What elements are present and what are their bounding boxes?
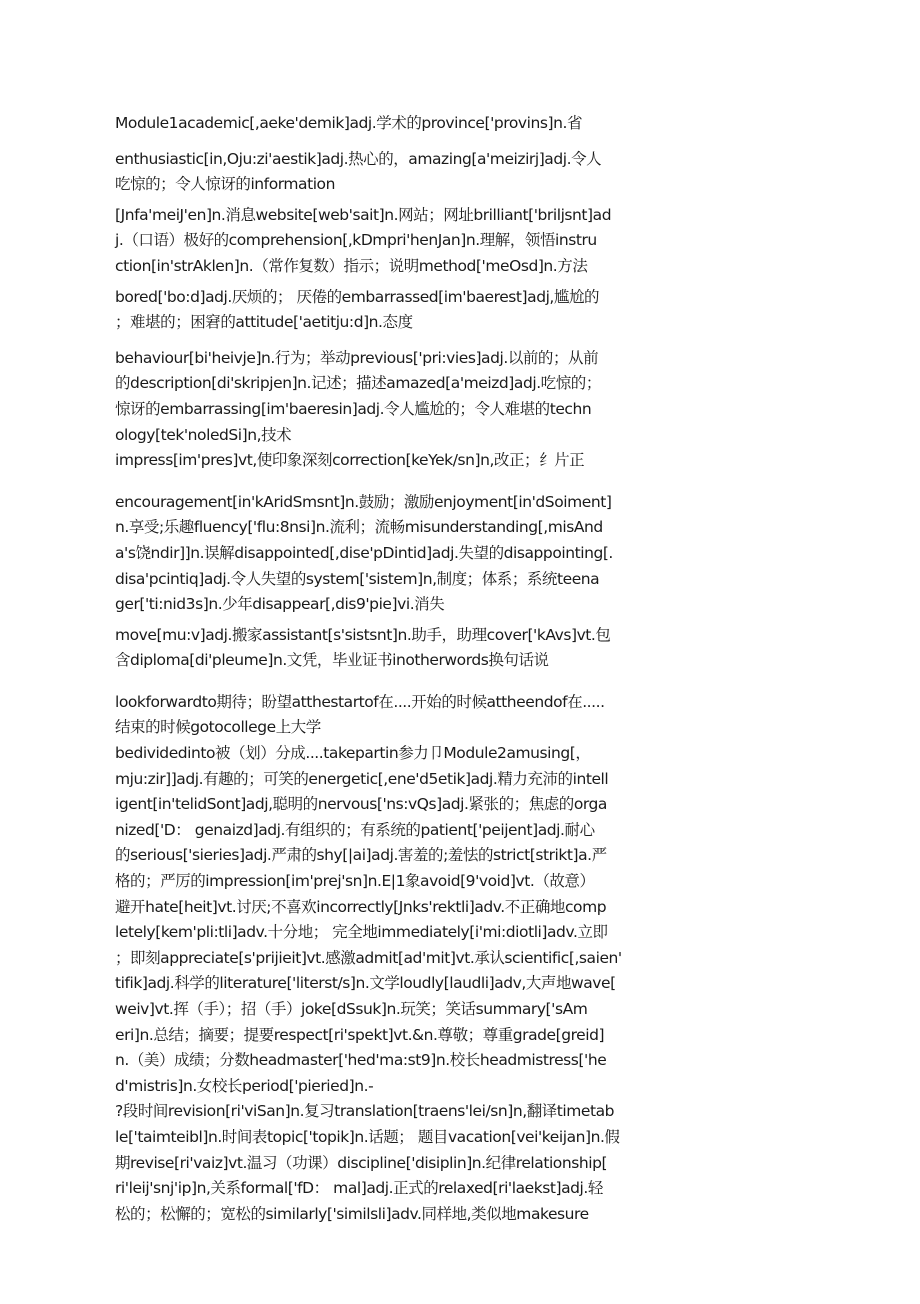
text-line: move[mu:v]adj.搬家assistant[s'sistsnt]n.助手，助理cover['kAvs]vt.包 (115, 625, 611, 644)
text-line: ；难堪的；困窘的attitude['aetitju:d]n.态度 (115, 313, 413, 332)
paragraph (115, 490, 640, 618)
paragraph (115, 448, 640, 474)
text-line: impress[im'pres]vt,使印象深刻correction[keYek/sn]n,改正；纟片正 (115, 451, 585, 470)
text-line: d'mistris]n.女校长period['pieried]n.- (115, 1076, 374, 1095)
text-line: ction[in'strAklen]n.（常作复数）指示；说明method['meOsd]n.方法 (115, 256, 588, 275)
text-line: bored['bo:d]adj.厌烦的； 厌倦的embarrassed[im'baerest]adj,尴尬的 (115, 287, 600, 306)
paragraph (115, 346, 640, 448)
text-line: 的serious['sieries]adj.严肃的shy[|ai]adj.害羞的;羞怯的strict[strikt]a.严 (115, 846, 607, 865)
text-line: letely[kem'pli:tli]adv.十分地； 完全地immediately[i'mi:diotli]adv.立即 (115, 923, 608, 942)
text-line: 含diploma[di'pleume]n.文凭，毕业证书inotherwords换句话说 (115, 651, 549, 670)
paragraph (115, 741, 640, 1227)
text-line: ology[tek'noledSi]n,技术 (115, 425, 292, 444)
text-line: 松的；松懈的；宽松的similarly['similsli]adv.同样地,类似地makesure (115, 1204, 589, 1223)
text-line: 格的；严厉的impression[im'prej'sn]n.E|1象avoid[9'void]vt.（故意） (115, 872, 595, 891)
text-line: [Jnfa'meiJ'en]n.消息website[web'sait]n.网站；网址brilliant['briljsnt]ad (115, 205, 612, 224)
text-line: enthusiastic[in,Oju:zi'aestik]adj.热心的，amazing[a'meizirj]adj.令人 (115, 149, 602, 168)
text-line: 惊讶的embarrassing[im'baeresin]adj.令人尴尬的；令人难堪的techn (115, 399, 592, 418)
text-line: 结束的时候gotocollege上大学 (115, 718, 321, 737)
text-line: nized['D： genaizd]adj.有组织的；有系统的patient['peijent]adj.耐心 (115, 820, 595, 839)
text-line: j.（口语）极好的comprehension[,kDmpri'henJan]n.理解，领悟instru (115, 231, 597, 250)
text-line: disa'pcintiq]adj.令人失望的system['sistem]n,制度；体系；系统teena (115, 569, 600, 588)
text-line: ger['ti:nid3s]n.少年disappear[,dis9'pie]vi.消失 (115, 595, 445, 614)
text-line: ri'leij'snj'ip]n,关系formal['fD： mal]adj.正式的relaxed[ri'laekst]adj.轻 (115, 1179, 603, 1198)
paragraph (115, 147, 640, 198)
text-line: 期revise[ri'vaiz]vt.温习（功课）discipline['disiplin]n.纪律relationship[ (115, 1153, 608, 1172)
text-line: bedividedinto被（划）分成....takepartin参力卩Module2amusing[， (115, 744, 591, 763)
text-line: tifik]adj.科学的literature['literst/s]n.文学loudly[laudli]adv,大声地wave[ (115, 974, 616, 993)
paragraph (115, 203, 640, 280)
text-line: lookforwardto期待；盼望atthestartof在....开始的时候attheendof在..... (115, 692, 605, 711)
text-line: weiv]vt.挥（手）；招（手）joke[dSsuk]n.玩笑；笑话summary['sAm (115, 1000, 588, 1018)
text-line: igent[in'telidSont]adj,聪明的nervous['ns:vQs]adj.紧张的；焦虑的orga (115, 795, 607, 814)
text-line: le['taimteibl]n.时间表topic['topik]n.话题； 题目vacation[vei'keijan]n.假 (115, 1127, 620, 1146)
paragraph (115, 285, 640, 336)
paragraph (115, 690, 640, 741)
text-line: n.（美）成绩；分数headmaster['hed'ma:st9]n.校长headmistress['he (115, 1051, 607, 1070)
document-page (115, 111, 640, 1227)
text-line: ；即刻appreciate[s'prijieit]vt.感激admit[ad'mit]vt.承认scientific[,saien' (115, 948, 622, 967)
text-line: mju:zir]]adj.有趣的；可笑的energetic[,ene'd5etik]adj.精力充沛的intell (115, 769, 609, 788)
text-line: eri]n.总结；摘要；提要respect[ri'spekt]vt.&n.尊敬；尊重grade[greid] (115, 1025, 605, 1044)
text-line: 吃惊的；令人惊讶的information (115, 175, 335, 194)
text-line: behaviour[bi'heivje]n.行为；举动previous['pri:vies]adj.以前的；从前 (115, 348, 599, 367)
paragraph (115, 623, 640, 674)
paragraph (115, 111, 640, 137)
text-line: Module1academic[,aeke'demik]adj.学术的province['provins]n.省 (115, 114, 583, 132)
text-line: a's饶ndir]]n.误解disappointed[,dise'pDintid]adj.失望的disappointing[. (115, 543, 613, 562)
text-line: 避开hate[heit]vt.讨厌;不喜欢incorrectly[Jnks'rektli]adv.不正确地comp (115, 897, 607, 916)
text-line: encouragement[in'kAridSmsnt]n.鼓励；激励enjoyment[in'dSoiment] (115, 492, 612, 511)
text-line: ?段时间revision[ri'viSan]n.复习translation[traens'lei/sn]n,翻译timetab (115, 1102, 615, 1121)
text-line: 的description[di'skripjen]n.记述；描述amazed[a'meizd]adj.吃惊的； (115, 374, 601, 393)
text-line: n.享受;乐趣fluency['flu:8nsi]n.流利；流畅misunderstanding[,misAnd (115, 518, 603, 537)
